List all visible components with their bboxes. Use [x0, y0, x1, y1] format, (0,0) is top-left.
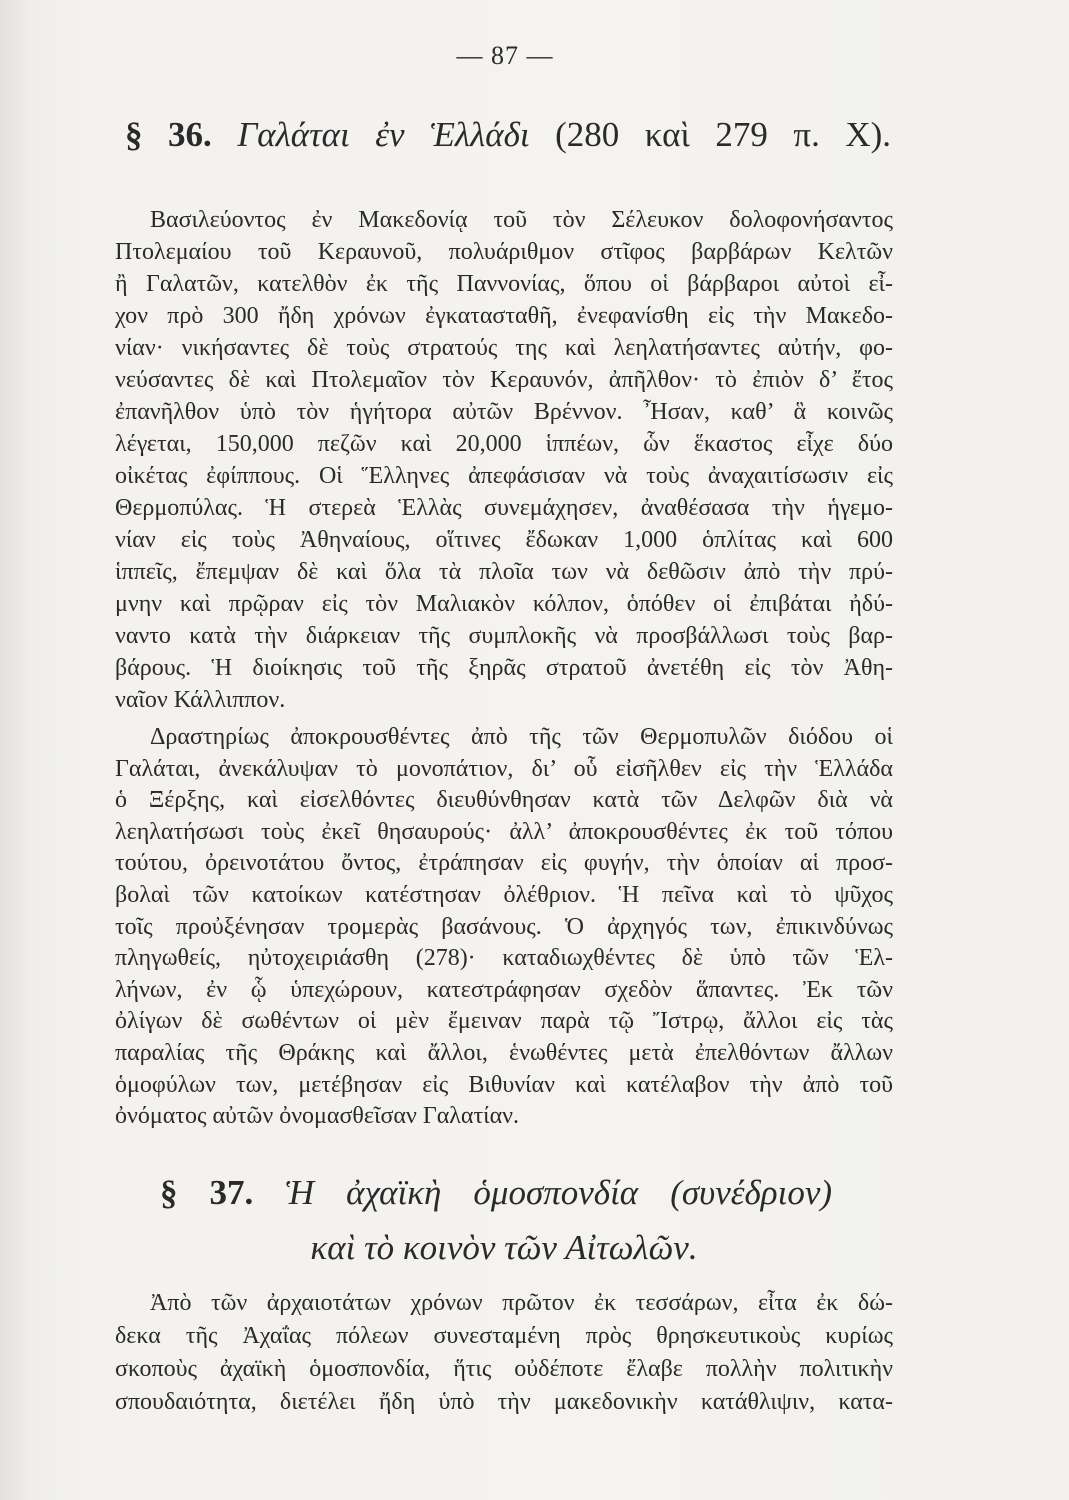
text-line: λεηλατήσωσι τοὺς ἐκεῖ θησαυρούς· ἀλλ’ ἀποκρουσθέντες ἐκ τοῦ τόπου	[115, 818, 893, 845]
text-line: Γαλάται, ἀνεκάλυψαν τὸ μονοπάτιον, δι’ οὗ εἰσῆλθεν εἰς τὴν Ἑλλάδα	[115, 755, 893, 782]
paragraph	[115, 722, 893, 1133]
text-line: ὁμοφύλων των, μετέβησαν εἰς Βιθυνίαν καὶ κατέλαβον τὴν ἀπὸ τοῦ	[115, 1071, 893, 1098]
section-number: § 36.	[125, 115, 212, 154]
text-line: σκοποὺς ἀχαϊκὴ ὁμοσπονδία, ἥτις οὐδέποτε ἔλαβε πολλὴν πολιτικὴν	[115, 1356, 893, 1382]
text-line: ὀνόματος αὐτῶν ὀνομασθεῖσαν Γαλατίαν.	[115, 1103, 520, 1130]
text-line: Θερμοπύλας. Ἡ στερεὰ Ἑλλὰς συνεμάχησεν, ἀναθέσασα τὴν ἡγεμο-	[115, 495, 893, 521]
text-line: μνην καὶ πρῷραν εἰς τὸν Μαλιακὸν κόλπον, ὁπόθεν οἱ ἐπιβάται ἠδύ-	[115, 591, 893, 617]
text-line: ἐπανῆλθον ὑπὸ τὸν ἡγήτορα αὐτῶν Βρέννον. Ἦσαν, καθ’ ἃ κοινῶς	[115, 399, 893, 425]
text-line: ὀλίγων δὲ σωθέντων οἱ μὲν ἔμειναν παρὰ τῷ Ἴστρῳ, ἄλλοι εἰς τὰς	[115, 1008, 893, 1035]
text-line: τοῖς προὐξένησαν τρομερὰς βασάνους. Ὁ ἀρχηγός των, ἐπικινδύνως	[115, 913, 893, 940]
text-line: ἢ Γαλατῶν, κατελθὸν ἐκ τῆς Παννονίας, ὅπου οἱ βάρβαροι αὐτοὶ εἶ-	[115, 271, 893, 297]
text-line: Πτολεμαίου τοῦ Κεραυνοῦ, πολυάριθμον στῖφος βαρβάρων Κελτῶν	[115, 239, 893, 265]
text-line: βολαὶ τῶν κατοίκων κατέστησαν ὀλέθριον. Ἡ πεῖνα καὶ τὸ ψῦχος	[115, 881, 893, 908]
section-heading-36	[125, 113, 891, 157]
text-line: Δραστηρίως ἀποκρουσθέντες ἀπὸ τῆς τῶν Θερμοπυλῶν διόδου οἱ	[150, 724, 893, 750]
text-line: λήνων, ἐν ᾧ ὑπεχώρουν, κατεστράφησαν σχεδὸν ἅπαντες. Ἐκ τῶν	[115, 976, 893, 1003]
paragraph	[115, 1287, 893, 1419]
text-line: ναντο κατὰ τὴν διάρκειαν τῆς συμπλοκῆς νὰ προσβάλλωσι τοὺς βαρ-	[115, 623, 893, 649]
text-line: βάρους. Ἡ διοίκησις τοῦ τῆς ξηρᾶς στρατοῦ ἀνετέθη εἰς τὸν Ἀθη-	[115, 655, 893, 681]
section-heading-37	[160, 1171, 832, 1215]
paragraph	[115, 204, 893, 716]
section-title: Ἡ ἀχαϊκὴ ὁμοσπονδία (συνέδριον)	[285, 1173, 832, 1212]
text-line: λέγεται, 150,000 πεζῶν καὶ 20,000 ἱππέων, ὧν ἕκαστος εἶχε δύο	[115, 431, 893, 457]
text-line: νίαν εἰς τοὺς Ἀθηναίους, οἵτινες ἔδωκαν 1,000 ὁπλίτας καὶ 600	[115, 527, 893, 553]
text-line: σπουδαιότητα, διετέλει ἤδη ὑπὸ τὴν μακεδονικὴν κατάθλιψιν, κατα-	[115, 1389, 893, 1415]
page-number: — 87 —	[456, 41, 554, 70]
text-line: χον πρὸ 300 ἤδη χρόνων ἐγκατασταθῆ, ἐνεφανίσθη εἰς τὴν Μακεδο-	[115, 303, 893, 329]
section-dates: (280 καὶ 279 π. Χ).	[555, 115, 891, 154]
section-title-continued: καὶ τὸ κοινὸν τῶν Αἰτωλῶν.	[310, 1228, 698, 1267]
text-line: νίαν· νικήσαντες δὲ τοὺς στρατούς της καὶ λεηλατήσαντες αὐτήν, φο-	[115, 335, 893, 361]
section-title: Γαλάται ἐν Ἑλλάδι	[237, 115, 530, 154]
text-line: νεύσαντες δὲ καὶ Πτολεμαῖον τὸν Κεραυνόν, ἀπῆλθον· τὸ ἐπιὸν δ’ ἔτος	[115, 367, 893, 393]
text-line: δεκα τῆς Ἀχαΐας πόλεων συνεσταμένη πρὸς θρησκευτικοὺς κυρίως	[115, 1323, 893, 1349]
text-line: οἰκέτας ἐφίππους. Οἱ Ἕλληνες ἀπεφάσισαν νὰ τοὺς ἀναχαιτίσωσιν εἰς	[115, 463, 893, 489]
text-line: ἱππεῖς, ἔπεμψαν δὲ καὶ ὅλα τὰ πλοῖα των νὰ δεθῶσιν ἀπὸ τὴν πρύ-	[115, 559, 893, 585]
text-line: πληγωθείς, ηὐτοχειριάσθη (278)· καταδιωχθέντες δὲ ὑπὸ τῶν Ἑλ-	[115, 945, 893, 972]
text-line: ὁ Ξέρξης, καὶ εἰσελθόντες διευθύνθησαν κατὰ τῶν Δελφῶν διὰ νὰ	[115, 787, 893, 814]
text-line: παραλίας τῆς Θράκης καὶ ἄλλοι, ἑνωθέντες μετὰ ἐπελθόντων ἄλλων	[115, 1039, 893, 1066]
section-number: § 37.	[160, 1173, 254, 1212]
text-line: ναῖον Κάλλιππον.	[115, 687, 286, 713]
text-line: Ἀπὸ τῶν ἀρχαιοτάτων χρόνων πρῶτον ἐκ τεσσάρων, εἶτα ἐκ δώ-	[150, 1290, 893, 1316]
text-line: τούτου, ὀρεινοτάτου ὄντος, ἐτράπησαν εἰς φυγήν, τὴν ὁποίαν αἱ προσ-	[115, 850, 893, 877]
text-line: Βασιλεύοντος ἐν Μακεδονίᾳ τοῦ τὸν Σέλευκον δολοφονήσαντος	[150, 207, 893, 233]
